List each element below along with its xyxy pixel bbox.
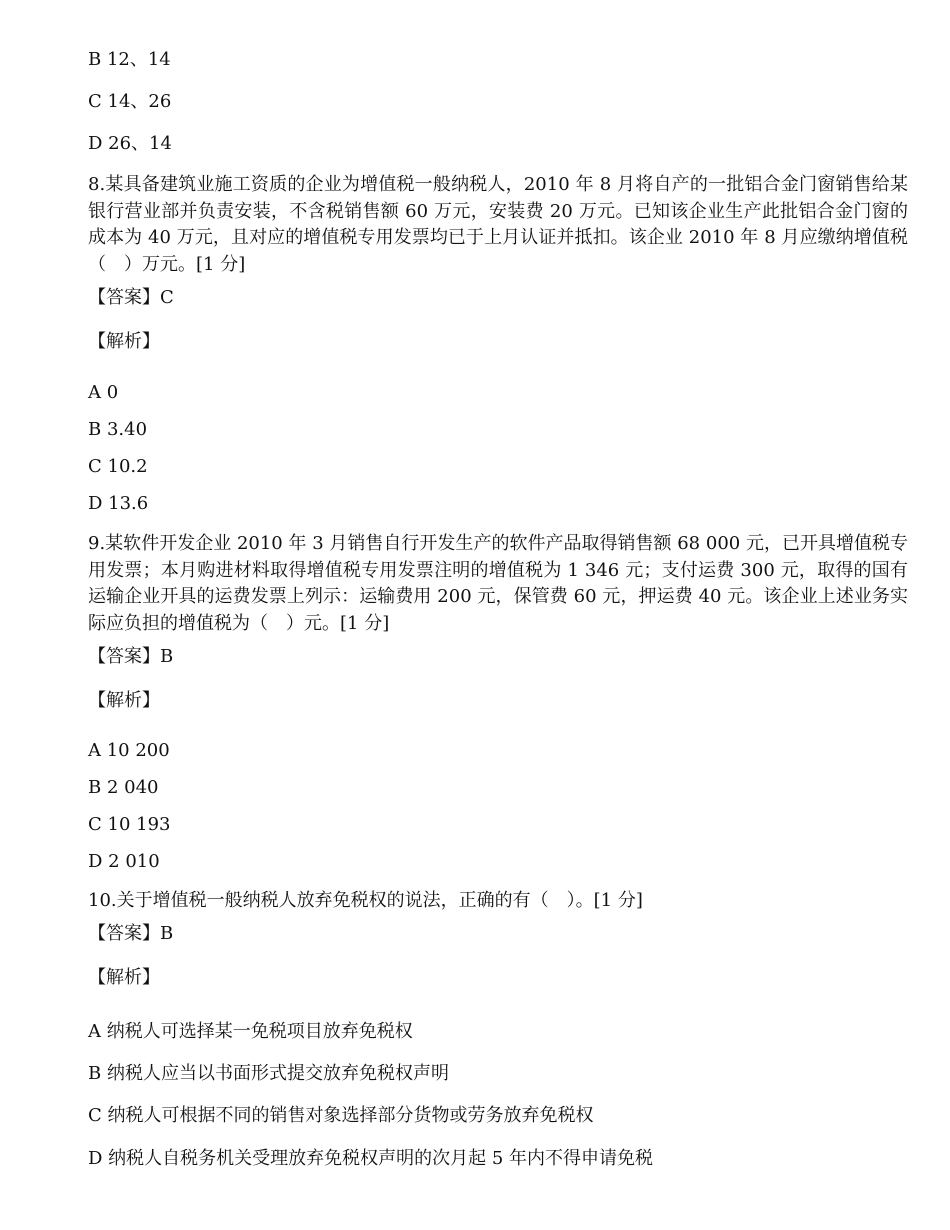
q10-stem: 10.关于增值税一般纳税人放弃免税权的说法，正确的有（ ）。[1 分] bbox=[88, 890, 643, 911]
q10-option-d: D 纳税人自税务机关受理放弃免税权声明的次月起 5 年内不得申请免税 bbox=[88, 1148, 654, 1169]
q9-option-d: D 2 010 bbox=[88, 851, 160, 872]
q9-option-a: A 10 200 bbox=[88, 740, 170, 761]
q8-answer: 【答案】C bbox=[88, 287, 174, 308]
q9-stem: 9.某软件开发企业 2010 年 3 月销售自行开发生产的软件产品取得销售额 68 000 元，已开具增值税专用发票；本月购进材料取得增值税专用发票注明的增值税为 1 346 元；支付运费 300 元，取得的国有运输企业开具的运费发票上列示：运输费用 200 元，保管费 60 元，押运费 40 元。该企业上述业务实际应负担的增值税为（ ）元。[1 分] bbox=[88, 533, 908, 634]
q9-option-c: C 10 193 bbox=[88, 814, 171, 835]
q8-option-c: C 10.2 bbox=[88, 456, 148, 477]
q10-option-c: C 纳税人可根据不同的销售对象选择部分货物或劳务放弃免税权 bbox=[88, 1105, 594, 1126]
q7-option-b: B 12、14 bbox=[88, 49, 171, 70]
q9-analysis: 【解析】 bbox=[88, 690, 160, 711]
q9-option-b: B 2 040 bbox=[88, 777, 159, 798]
q8-stem: 8.某具备建筑业施工资质的企业为增值税一般纳税人，2010 年 8 月将自产的一批铝合金门窗销售给某银行营业部并负责安装，不含税销售额 60 万元，安装费 20 万元。已知该企业生产此批铝合金门窗的成本为 40 万元，且对应的增值税专用发票均已于上月认证并抵扣。该企业 2010 年 8 月应缴纳增值税（ ）万元。[1 分] bbox=[88, 174, 908, 275]
q10-option-b: B 纳税人应当以书面形式提交放弃免税权声明 bbox=[88, 1063, 449, 1084]
q8-option-a: A 0 bbox=[88, 382, 119, 403]
q10-answer: 【答案】B bbox=[88, 923, 174, 944]
q9-answer: 【答案】B bbox=[88, 646, 174, 667]
q8-option-b: B 3.40 bbox=[88, 419, 148, 440]
q8-option-d: D 13.6 bbox=[88, 493, 149, 514]
q7-option-c: C 14、26 bbox=[88, 91, 172, 112]
q7-option-d: D 26、14 bbox=[88, 133, 172, 154]
q10-analysis: 【解析】 bbox=[88, 967, 160, 988]
q8-analysis: 【解析】 bbox=[88, 331, 160, 352]
q10-option-a: A 纳税人可选择某一免税项目放弃免税权 bbox=[88, 1021, 413, 1042]
